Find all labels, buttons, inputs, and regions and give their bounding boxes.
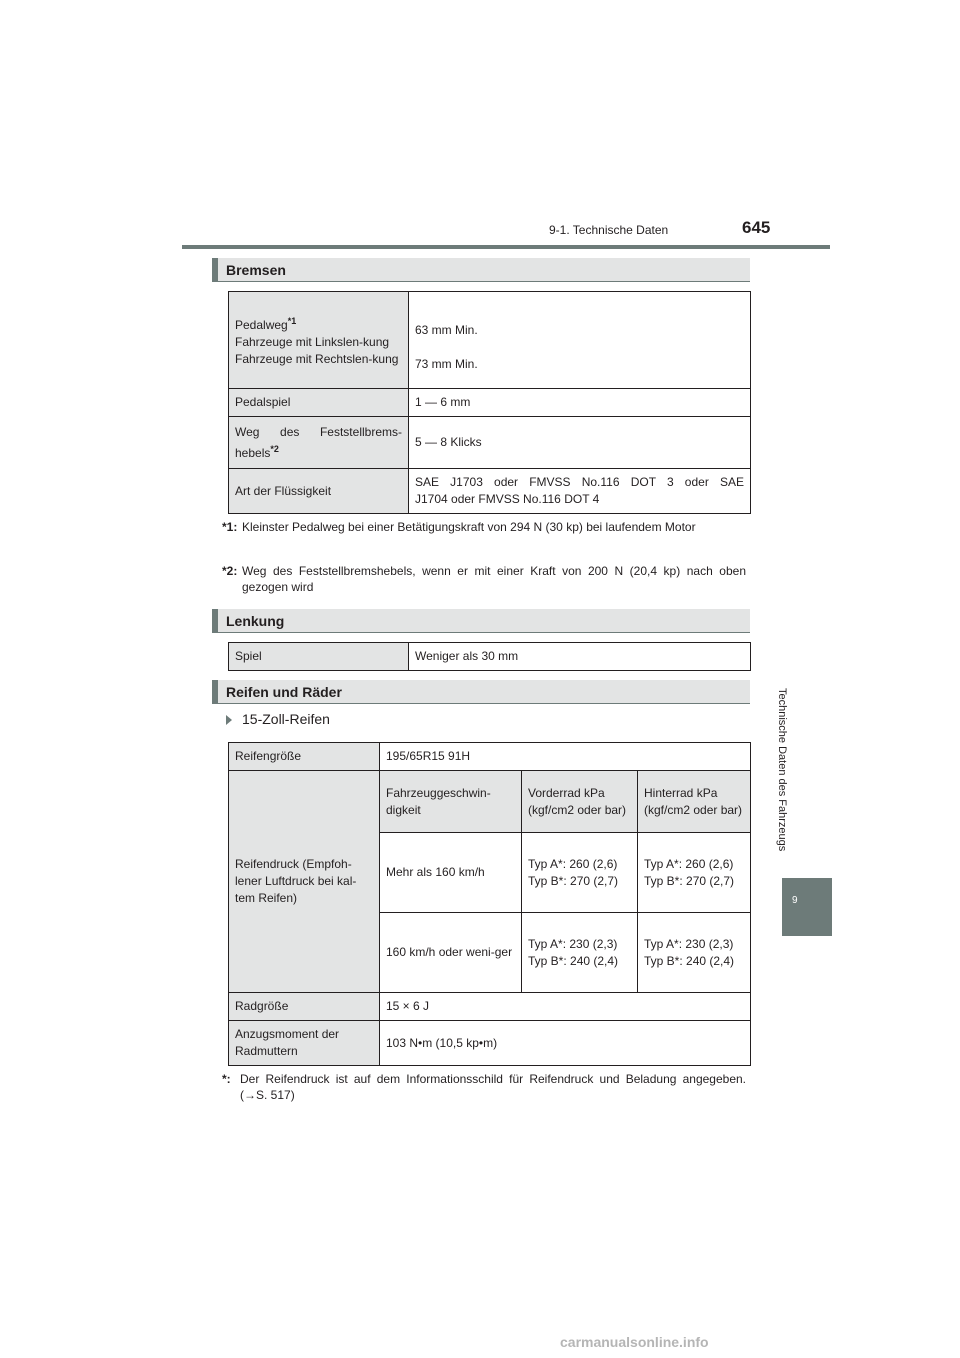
triangle-bullet-icon bbox=[226, 715, 232, 725]
footnote-2-marker: *2: bbox=[222, 564, 238, 578]
tire-pressure-label: Reifendruck (Empfoh-lener Luftdruck bei kal-tem Reifen) bbox=[229, 771, 380, 993]
wheel-size-label: Radgröße bbox=[229, 993, 380, 1021]
table-row bbox=[229, 389, 751, 417]
play-value: Weniger als 30 mm bbox=[409, 643, 751, 671]
pedal-travel-values bbox=[409, 292, 751, 389]
footnote-1 bbox=[222, 519, 746, 535]
parking-brake-label-cell bbox=[229, 417, 409, 469]
fluid-type-value-line1: SAE J1703 oder FMVSS No.116 DOT 3 oder SAE bbox=[415, 475, 744, 489]
table-row bbox=[229, 1021, 751, 1066]
speed-column-header: Fahrzeuggeschwin-digkeit bbox=[380, 771, 522, 833]
rear-pressure-value: Typ A*: 230 (2,3) Typ B*: 240 (2,4) bbox=[638, 913, 751, 993]
fluid-type-value-cell bbox=[409, 469, 751, 514]
chapter-number: 9 bbox=[792, 895, 798, 906]
table-row bbox=[229, 643, 751, 671]
section-rule bbox=[212, 703, 750, 704]
lhd-value: 63 mm Min. bbox=[415, 322, 478, 337]
section-heading-lenkung: Lenkung bbox=[212, 609, 750, 633]
wheel-size-value: 15 × 6 J bbox=[380, 993, 751, 1021]
rhd-label: Fahrzeuge mit Rechtslen-kung bbox=[235, 351, 399, 366]
speed-value: Mehr als 160 km/h bbox=[380, 833, 522, 913]
section-heading-bremsen: Bremsen bbox=[212, 258, 750, 282]
table-row bbox=[229, 469, 751, 514]
pedal-travel-label: Pedalweg bbox=[235, 317, 288, 332]
lug-nut-torque-value: 103 N•m (10,5 kp•m) bbox=[380, 1021, 751, 1066]
footnote-tires-text: Der Reifendruck ist auf dem Informationsschild für Reifendruck und Beladung angegeben. (→S. 517) bbox=[240, 1072, 746, 1102]
table-row bbox=[229, 771, 751, 833]
rear-column-header: Hinterrad kPa (kgf/cm2 oder bar) bbox=[638, 771, 751, 833]
section-rule bbox=[212, 632, 750, 633]
front-pressure-value: Typ A*: 230 (2,3) Typ B*: 240 (2,4) bbox=[522, 913, 638, 993]
section-rule bbox=[212, 281, 750, 282]
footnote-1-text: Kleinster Pedalweg bei einer Betätigungskraft von 294 N (30 kp) bei laufendem Motor bbox=[242, 520, 696, 534]
tire-size-value: 195/65R15 91H bbox=[380, 743, 751, 771]
rear-pressure-value: Typ A*: 260 (2,6) Typ B*: 270 (2,7) bbox=[638, 833, 751, 913]
speed-value: 160 km/h oder weni-ger bbox=[380, 913, 522, 993]
pedal-play-label: Pedalspiel bbox=[229, 389, 409, 417]
subsection-label: 15-Zoll-Reifen bbox=[242, 711, 330, 727]
section-heading-reifen: Reifen und Räder bbox=[212, 680, 750, 704]
section-header: 9-1. Technische Daten bbox=[549, 223, 669, 237]
pedal-play-value: 1 — 6 mm bbox=[409, 389, 751, 417]
parking-brake-value: 5 — 8 Klicks bbox=[409, 417, 751, 469]
pedal-travel-label-cell bbox=[229, 292, 409, 389]
front-pressure-value: Typ A*: 260 (2,6) Typ B*: 270 (2,7) bbox=[522, 833, 638, 913]
parking-brake-label-line2: hebels bbox=[235, 445, 271, 460]
footnote-1-marker: *1: bbox=[222, 520, 238, 534]
lhd-label: Fahrzeuge mit Linkslen-kung bbox=[235, 334, 390, 349]
subsection-title bbox=[226, 711, 330, 727]
footnote-2 bbox=[222, 563, 746, 595]
rhd-value: 73 mm Min. bbox=[415, 356, 478, 371]
page-number: 645 bbox=[742, 218, 771, 237]
play-label: Spiel bbox=[229, 643, 409, 671]
tire-size-label: Reifengröße bbox=[229, 743, 380, 771]
tires-table bbox=[228, 742, 751, 1066]
footnote-tires-marker: *: bbox=[222, 1072, 231, 1086]
side-tab-label: Technische Daten des Fahrzeugs bbox=[776, 688, 788, 852]
table-row bbox=[229, 292, 751, 389]
fluid-type-label: Art der Flüssigkeit bbox=[229, 469, 409, 514]
footnote-marker: *2 bbox=[270, 443, 279, 454]
front-column-header: Vorderrad kPa (kgf/cm2 oder bar) bbox=[522, 771, 638, 833]
footnote-tires bbox=[222, 1071, 746, 1103]
footnote-marker: *1 bbox=[287, 315, 297, 326]
header-rule bbox=[182, 245, 830, 249]
parking-brake-label-line1: Weg des Feststellbrems- bbox=[235, 424, 402, 439]
steering-table bbox=[228, 642, 751, 671]
table-row bbox=[229, 993, 751, 1021]
watermark: carmanualsonline.info bbox=[560, 1334, 709, 1350]
table-row bbox=[229, 417, 751, 469]
table-row bbox=[229, 743, 751, 771]
fluid-type-value-line2: J1704 oder FMVSS No.116 DOT 4 bbox=[415, 492, 600, 506]
chapter-tab[interactable] bbox=[782, 878, 832, 936]
footnote-2-text: Weg des Feststellbremshebels, wenn er mit einer Kraft von 200 N (20,4 kp) nach oben gezogen wird bbox=[242, 564, 746, 594]
lug-nut-torque-label: Anzugsmoment der Radmuttern bbox=[229, 1021, 380, 1066]
brakes-table bbox=[228, 291, 751, 514]
